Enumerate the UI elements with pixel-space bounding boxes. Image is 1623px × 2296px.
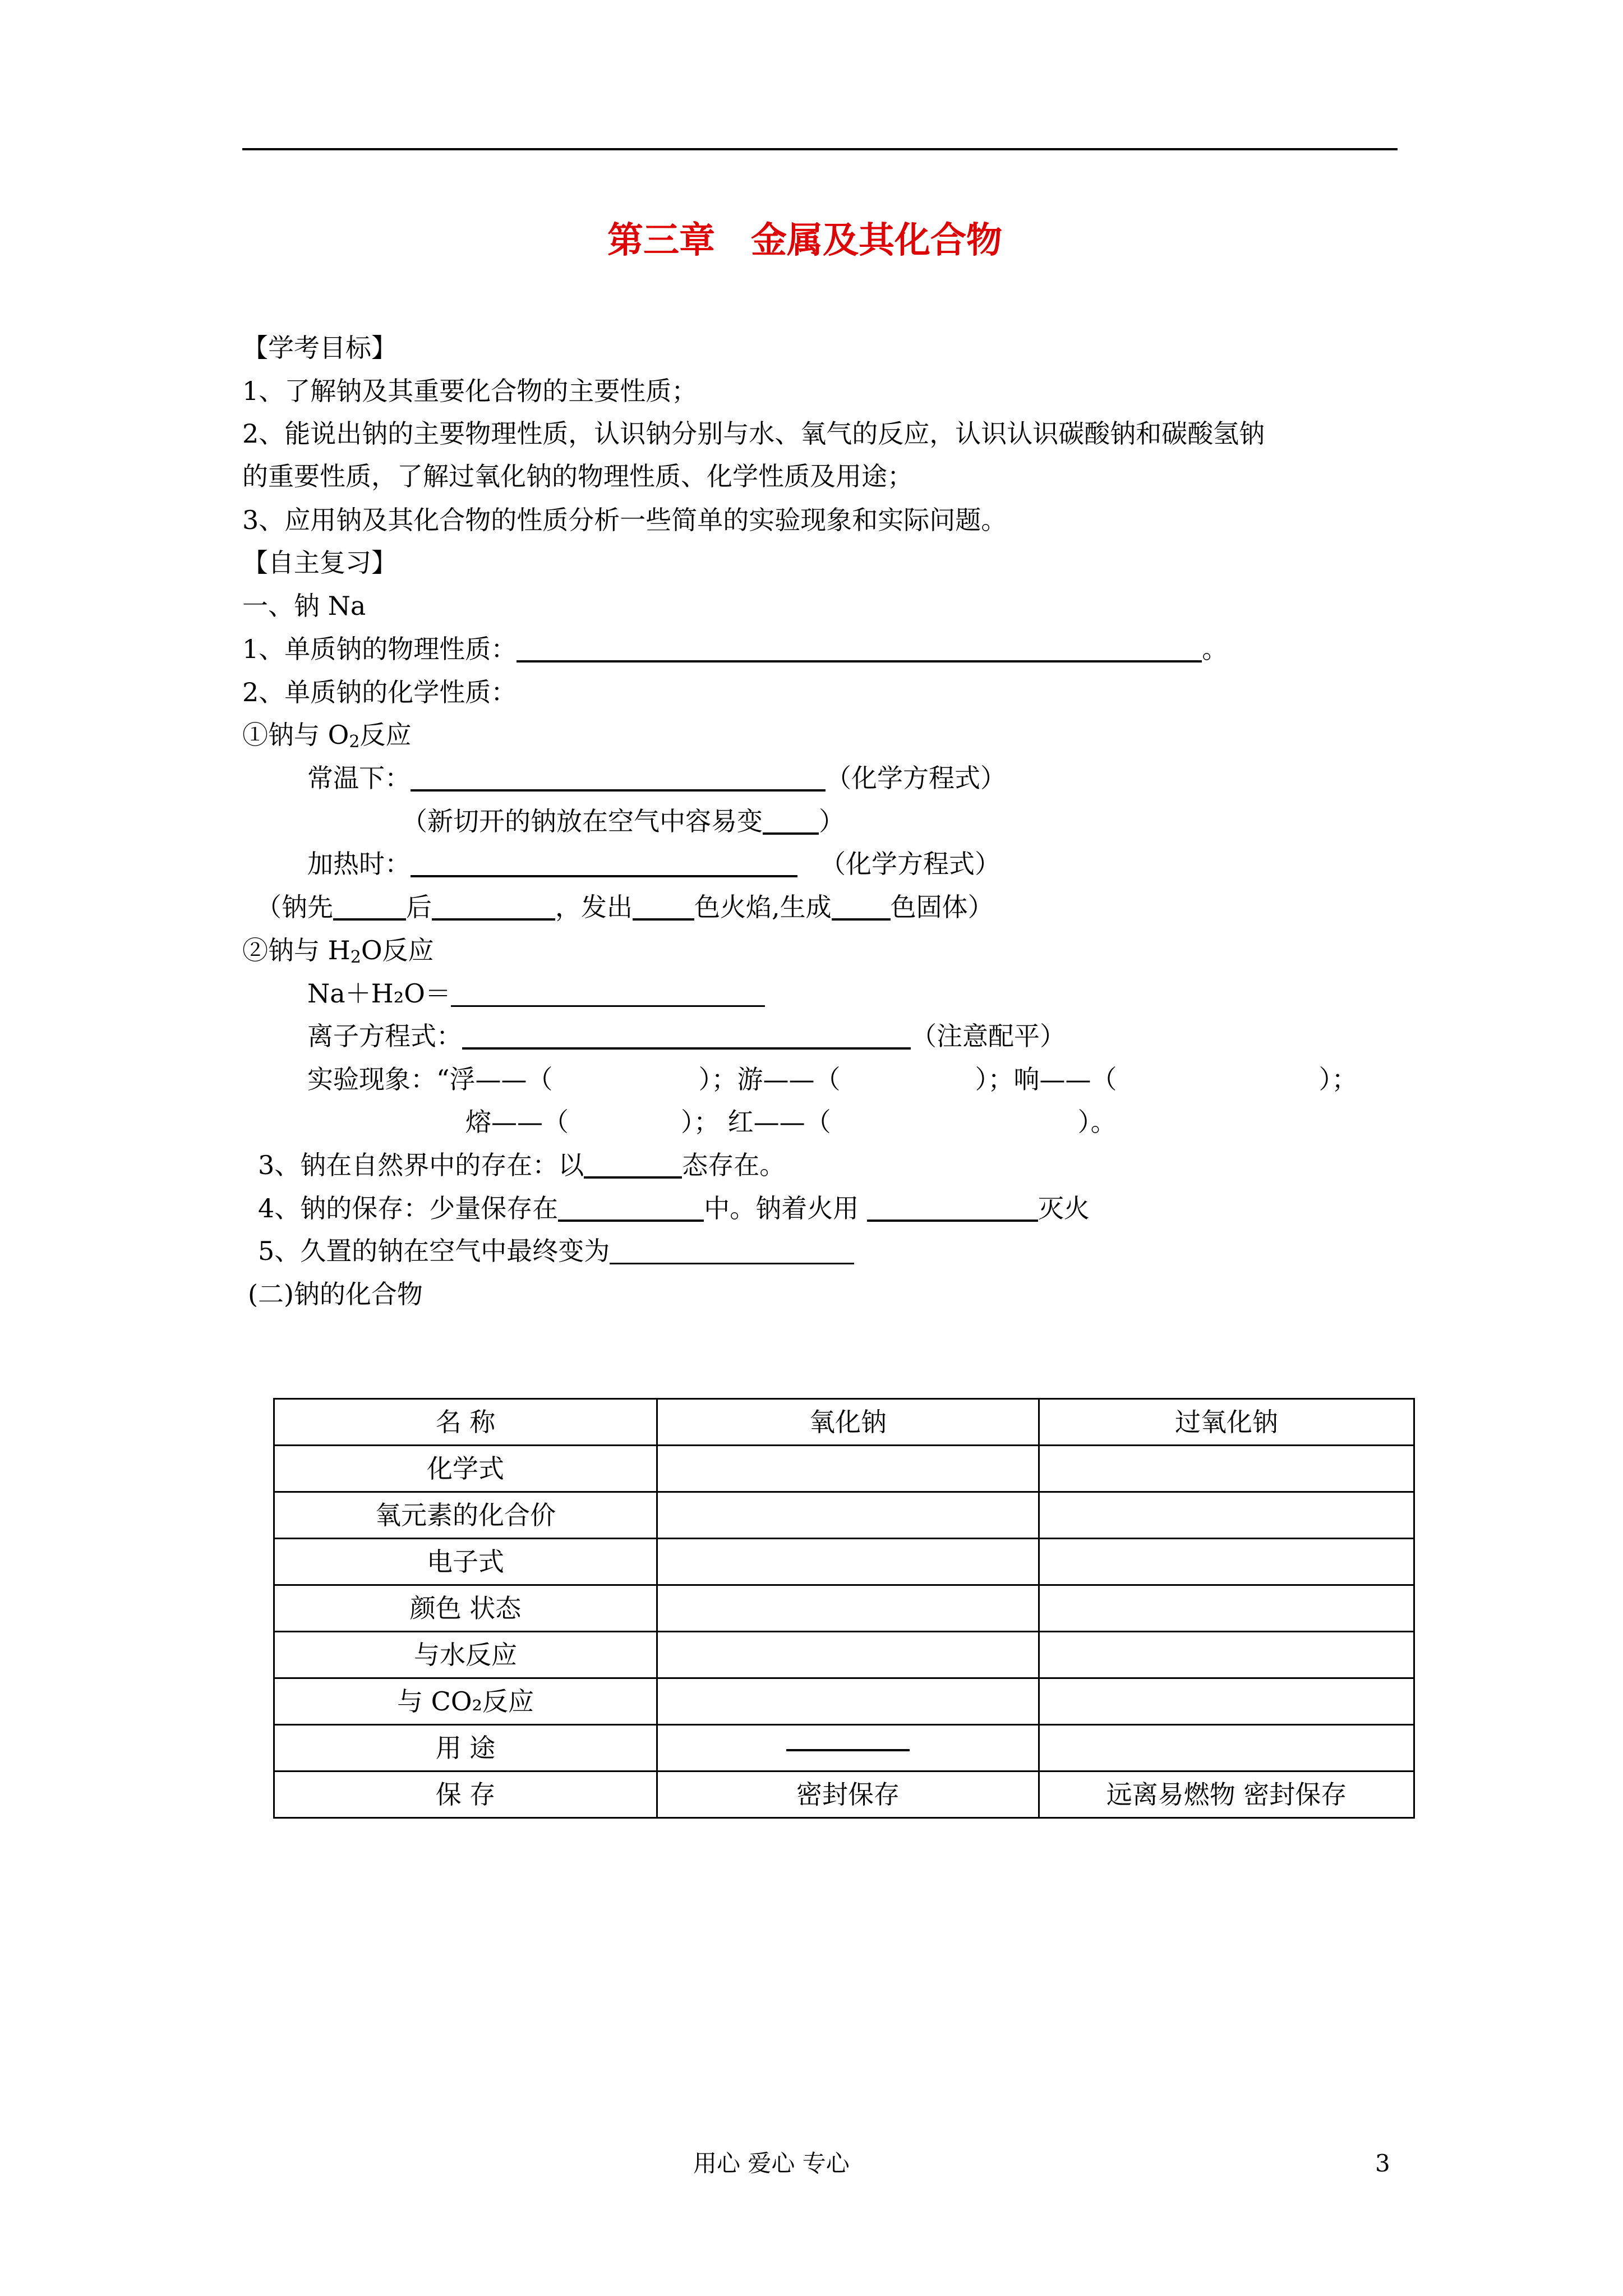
table-cell[interactable] [657, 1446, 1039, 1492]
heat-desc-3: ，发出 [555, 892, 633, 922]
page-title: 第三章 金属及其化合物 [607, 219, 1002, 261]
table-row [274, 1678, 1414, 1725]
table-cell: 远离易燃物 密封保存 [1039, 1772, 1414, 1818]
heat-desc-line [256, 894, 994, 920]
heat-desc-2: 后 [406, 892, 432, 922]
phen-end-2: ）。 [1077, 1107, 1117, 1137]
header-rule [242, 148, 1398, 150]
h2o-heading [242, 937, 434, 966]
table-cell-label: 电子式 [274, 1539, 657, 1585]
phen-sound: ）；响——（ [975, 1064, 1117, 1094]
table-cell[interactable] [1039, 1446, 1414, 1492]
nature-blank[interactable] [584, 1154, 682, 1179]
table-row [274, 1725, 1414, 1772]
table-row [274, 1585, 1414, 1632]
storage-pre: 4、钠的保存：少量保存在 [258, 1193, 559, 1223]
na-h2o-line [307, 978, 765, 1009]
nature-line [258, 1152, 785, 1178]
phys-label: 1、单质钠的物理性质： [242, 634, 517, 664]
storage-line [258, 1195, 1090, 1221]
table-cell[interactable] [657, 1492, 1039, 1539]
heat-blank-4[interactable] [832, 896, 891, 921]
o2-pre: ①钠与 O [242, 720, 349, 750]
compounds-heading: (二)钠的化合物 [248, 1279, 423, 1309]
compounds-table [273, 1398, 1415, 1819]
fresh-cut-pre: （新切开的钠放在空气中容易变 [402, 806, 763, 836]
ionic-blank[interactable] [462, 1025, 911, 1050]
table-cell[interactable] [657, 1585, 1039, 1632]
heat-desc-5: 色固体） [890, 892, 994, 922]
dash-line [786, 1749, 910, 1751]
ionic-label: 离子方程式： [307, 1021, 462, 1051]
table-row [274, 1446, 1414, 1492]
page-number: 3 [1375, 2150, 1390, 2177]
table-header-na2o: 氧化钠 [657, 1399, 1039, 1446]
table-cell-label: 用 途 [274, 1725, 657, 1772]
footer-motto: 用心 爱心 专心 [693, 2150, 850, 2177]
table-row [274, 1492, 1414, 1539]
phen-float: 实验现象：“浮——（ [307, 1064, 553, 1094]
table-cell-label: 与水反应 [274, 1632, 657, 1678]
heat-blank-2[interactable] [432, 896, 555, 921]
room-label: 常温下： [307, 763, 411, 793]
table-cell[interactable] [1039, 1725, 1414, 1772]
heat-desc-1: （钠先 [256, 892, 333, 922]
table-header-na2o2: 过氧化钠 [1039, 1399, 1414, 1446]
phenomena-line-1 [307, 1066, 1358, 1092]
table-cell[interactable] [1039, 1632, 1414, 1678]
phys-blank[interactable] [517, 638, 1202, 662]
heat-desc-4: 色火焰,生成 [694, 892, 832, 922]
na-h2o-blank[interactable] [451, 983, 765, 1007]
phenomena-line-2 [465, 1109, 1117, 1135]
phen-red: ）； 红——（ [681, 1107, 831, 1137]
na-h2o-eq: Na＋H₂O＝ [307, 978, 451, 1009]
storage-blank-1[interactable] [558, 1197, 704, 1222]
phys-line [242, 636, 1228, 662]
o2-sub: 2 [349, 732, 360, 752]
table-cell-label: 颜色 状态 [274, 1585, 657, 1632]
eq-note-2: （化学方程式） [820, 849, 1000, 879]
nature-pre: 3、钠在自然界中的存在：以 [258, 1150, 584, 1180]
table-cell[interactable] [657, 1539, 1039, 1585]
room-blank[interactable] [411, 767, 826, 792]
o2-post: 反应 [359, 720, 412, 750]
table-cell[interactable] [657, 1678, 1039, 1725]
table-cell[interactable] [1039, 1678, 1414, 1725]
storage-mid: 中。钠着火用 [704, 1193, 867, 1223]
ionic-line [307, 1023, 1066, 1049]
ionic-note: （注意配平） [911, 1021, 1066, 1051]
heat-line [307, 851, 1000, 877]
h2o-sub: 2 [350, 947, 361, 967]
table-cell-label: 保 存 [274, 1772, 657, 1818]
heat-label: 加热时： [307, 849, 411, 879]
goal-2: 2、能说出钠的主要物理性质，认识钠分别与水、氧气的反应，认识认识碳酸钠和碳酸氢钠 [242, 418, 1265, 449]
table-cell-label: 氧元素的化合价 [274, 1492, 657, 1539]
table-row [274, 1539, 1414, 1585]
table-cell-dash [657, 1725, 1039, 1772]
room-line [307, 765, 1006, 791]
goal-1: 1、了解钠及其重要化合物的主要性质； [242, 376, 698, 406]
longterm-blank[interactable] [610, 1240, 854, 1264]
table-row [274, 1772, 1414, 1818]
table-cell[interactable] [1039, 1492, 1414, 1539]
eq-note: （化学方程式） [826, 763, 1006, 793]
o2-heading [242, 722, 411, 751]
table-cell: 密封保存 [657, 1772, 1039, 1818]
longterm-label: 5、久置的钠在空气中最终变为 [258, 1236, 610, 1266]
heat-blank-3[interactable] [633, 896, 694, 921]
table-header-name: 名 称 [274, 1399, 657, 1446]
fresh-cut-line [402, 808, 845, 834]
chem-label: 2、单质钠的化学性质： [242, 677, 517, 707]
section-review: 【自主复习】 [242, 547, 397, 578]
phen-melt: 熔——（ [465, 1107, 569, 1137]
phen-end: ）； [1318, 1064, 1358, 1094]
goal-3: 3、应用钠及其化合物的性质分析一些简单的实验现象和实际问题。 [242, 505, 1007, 535]
sodium-heading: 一、钠 Na [242, 591, 366, 621]
table-cell[interactable] [1039, 1539, 1414, 1585]
storage-blank-2[interactable] [867, 1197, 1038, 1222]
table-cell[interactable] [1039, 1585, 1414, 1632]
phen-swim: ）；游——（ [698, 1064, 841, 1094]
table-row [274, 1632, 1414, 1678]
phys-end: 。 [1202, 634, 1228, 664]
storage-post: 灭火 [1038, 1193, 1090, 1223]
nature-post: 态存在。 [682, 1150, 786, 1180]
h2o-post: O反应 [361, 935, 434, 965]
heat-blank-1[interactable] [333, 896, 406, 921]
table-cell[interactable] [657, 1632, 1039, 1678]
table-header-row [274, 1399, 1414, 1446]
longterm-line [258, 1238, 854, 1264]
goal-2-cont: 的重要性质，了解过氧化钠的物理性质、化学性质及用途； [242, 461, 913, 491]
heat-blank[interactable] [411, 853, 797, 877]
fresh-cut-post: ） [819, 806, 845, 836]
table-cell-label: 化学式 [274, 1446, 657, 1492]
fresh-cut-blank[interactable] [763, 810, 819, 835]
h2o-pre: ②钠与 H [242, 935, 351, 965]
table-cell-label: 与 CO₂反应 [274, 1678, 657, 1725]
section-goals: 【学考目标】 [242, 333, 397, 363]
